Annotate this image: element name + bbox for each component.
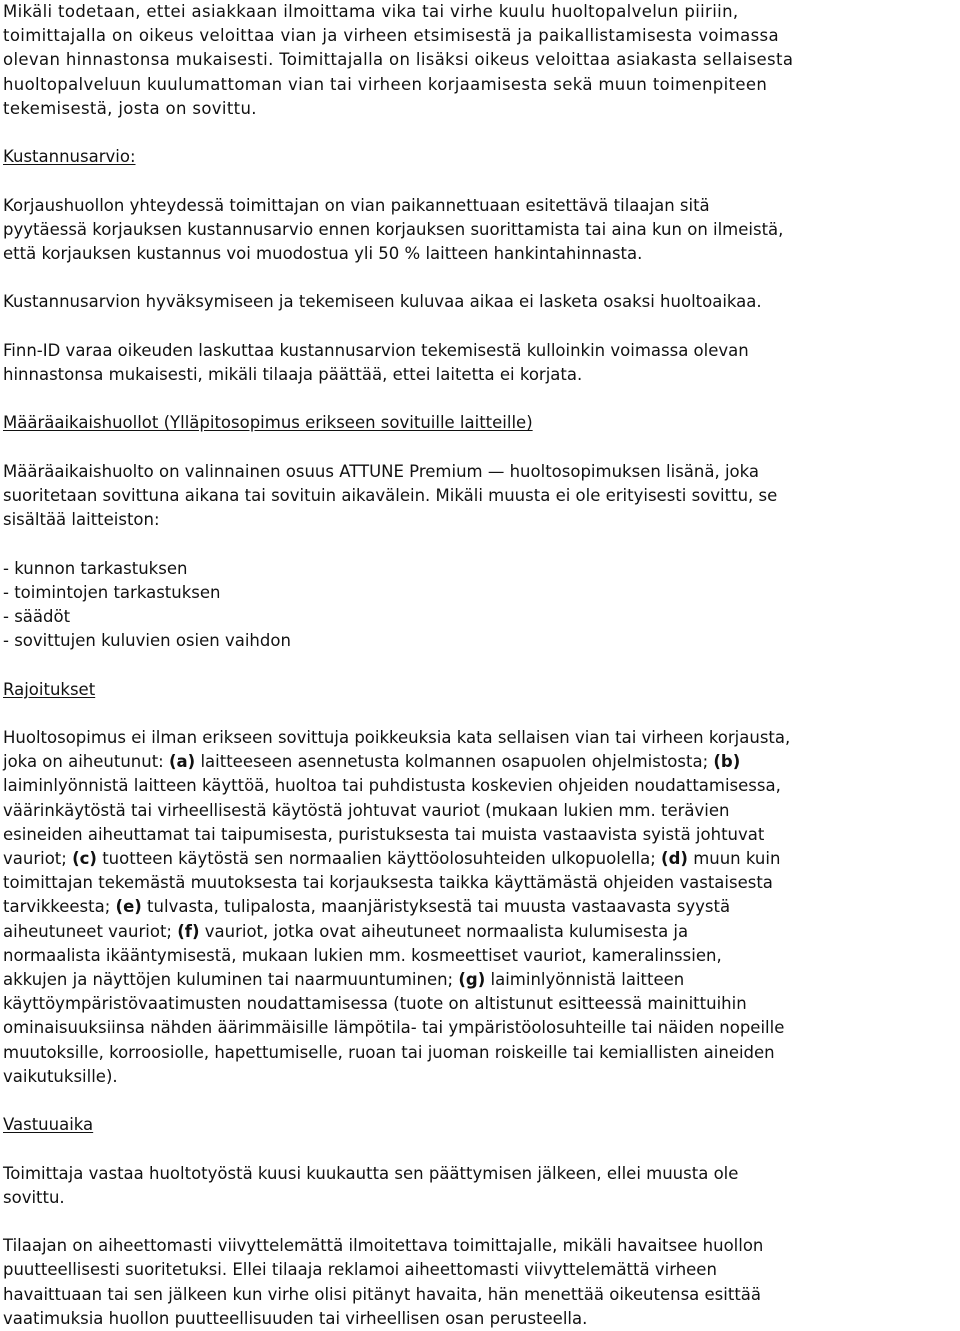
list-item: - säädöt [3,606,71,626]
text-segment: väärinkäytöstä tai virheellisestä käytöstä johtuvat vauriot (mukaan lukien mm. terävien [3,800,730,820]
text-segment: Huoltosopimus ei ilman erikseen sovittuja poikkeuksia kata sellaisen vian tai virheen korjausta, [3,727,791,747]
kustannusarvio-paragraph-3 [3,339,955,387]
section-heading-maaraaikaishuollot: Määräaikaishuollot (Ylläpitosopimus erikseen sovituille laitteille) [3,413,533,433]
text-segment: tulvasta, tulipalosta, maanjäristyksestä tai muusta vastaavasta syystä [141,897,731,917]
text-line: huoltopalveluun kuulumattoman vian tai virheen korjaamisesta sekä muun toimenpiteen [3,74,768,94]
text-segment: laitteeseen asennetusta kolmannen osapuolen ohjelmistosta; [195,752,714,772]
document-page [3,0,955,1331]
text-line [3,992,955,1016]
text-line [3,944,955,968]
text-segment: esineiden aiheuttamat tai taipumisesta, puristuksesta tai muista vastaavista syistä johtuvat [3,824,765,844]
text-line [3,1041,955,1065]
list-marker: (b) [713,752,741,772]
text-line: toimittajalla on oikeus veloittaa vian ja virheen etsimisestä ja paikallistamisesta voimassa [3,26,779,46]
text-line: sovittu. [3,1187,65,1207]
text-line [3,1016,955,1040]
text-segment: vauriot; [3,848,73,868]
text-line: että korjauksen kustannus voi muodostua yli 50 % laitteen hankintahinnasta. [3,244,643,263]
text-segment: laiminlyönnistä laitteen [485,969,685,989]
text-line: Korjaushuollon yhteydessä toimittajan on vian paikannettuaan esitettävä tilaajan sitä [3,195,710,215]
intro-paragraph [3,0,955,121]
text-line [3,823,955,847]
text-line: tekemisestä, josta on sovittu. [3,98,257,118]
text-line [3,1065,955,1089]
section-heading-rajoitukset: Rajoitukset [3,679,96,699]
text-line: pyytäessä korjauksen kustannusarvio ennen korjauksen suorittamista tai aina kun on ilmeistä, [3,219,784,239]
text-line: sisältää laitteiston: [3,510,160,530]
list-marker: (e) [115,897,142,917]
text-segment: muun kuin [687,848,781,868]
text-line [3,750,955,774]
text-line [3,799,955,823]
text-line: suoritetaan sovittuna aikana tai sovituin aikavälein. Mikäli muusta ei ole erityisesti sovittu, se [3,485,778,505]
text-segment: muutoksille, korroosiolle, hapettumiselle, ruoan tai juoman roiskeille tai kemiallisten aineiden [3,1042,775,1062]
text-segment: normaalista ikääntymisestä, mukaan lukien mm. kosmeettiset vauriot, kameralinssien, [3,945,722,965]
section-heading-kustannusarvio: Kustannusarvio: [3,147,136,167]
list-marker: (a) [168,752,196,772]
text-line [3,871,955,895]
text-line [3,968,955,992]
text-segment: tarvikkeesta; [3,897,116,917]
text-line: Mikäli todetaan, ettei asiakkaan ilmoittama vika tai virhe kuulu huoltopalvelun piiriin, [3,2,739,21]
list-marker: (d) [661,848,688,868]
text-line: Kustannusarvion hyväksymiseen ja tekemiseen kuluvaa aikaa ei lasketa osaksi huoltoaikaa. [3,292,762,312]
text-segment: toimittajan tekemästä muutoksesta tai korjauksesta taikka käyttämästä ohjeiden vastaisesta [3,873,773,893]
text-line: olevan hinnastonsa mukaisesti. Toimittajalla on lisäksi oikeus veloittaa asiakasta sellaisesta [3,50,794,70]
list-marker: (c) [72,848,97,868]
list-item: - sovittujen kuluvien osien vaihdon [3,631,291,651]
text-segment: vauriot, jotka ovat aiheutuneet normaalista kulumisesta ja [199,921,689,941]
list-marker: (g) [458,969,486,989]
text-segment: akkujen ja näyttöjen kuluminen tai naarmuuntuminen; [3,969,459,989]
text-line: Finn-ID varaa oikeuden laskuttaa kustannusarvion tekemisestä kulloinkin voimassa olevan [3,340,749,360]
vastuuaika-paragraph-2 [3,1234,955,1331]
text-line [3,774,955,798]
text-segment: laiminlyönnistä laitteen käyttöä, huoltoa tai puhdistusta koskevien ohjeiden noudattamisessa, [3,776,781,796]
text-line: havaittuaan tai sen jälkeen kun virhe olisi pitänyt havaita, hän menettää oikeutensa esittää [3,1284,762,1304]
list-item: - toimintojen tarkastuksen [3,582,221,602]
text-line: Toimittaja vastaa huoltotyöstä kuusi kuukautta sen päättymisen jälkeen, ellei muusta ole [3,1163,739,1183]
text-segment: vaikutuksille). [3,1066,118,1086]
maaraaikaishuollot-paragraph [3,460,955,533]
text-line: Tilaajan on aiheettomasti viivyttelemättä ilmoitettava toimittajalle, mikäli havaitsee huollon [3,1236,764,1256]
text-segment: tuotteen käytöstä sen normaalien käyttöolosuhteiden ulkopuolella; [96,848,662,868]
text-line [3,895,955,919]
text-segment: joka on aiheutunut: [3,752,169,772]
text-segment: ominaisuuksiinsa nähden äärimmäisille lämpötila- tai ympäristöolosuhteille tai näiden nopeille [3,1018,785,1038]
text-segment: aiheutuneet vauriot; [3,921,178,941]
vastuuaika-paragraph-1 [3,1162,955,1210]
text-line [3,920,955,944]
text-line [3,847,955,871]
text-line: Määräaikaishuolto on valinnainen osuus ATTUNE Premium — huoltosopimuksen lisänä, joka [3,461,760,481]
rajoitukset-paragraph [3,726,955,1089]
kustannusarvio-paragraph-2 [3,290,955,314]
text-line: vaatimuksia huollon puutteellisuuden tai virheellisen osan perusteella. [3,1308,588,1328]
text-segment: käyttöympäristövaatimusten noudattamisessa (tuote on altistunut esitteessä mainittuihin [3,994,747,1014]
text-line [3,726,955,750]
list-marker: (f) [177,921,200,941]
text-line: hinnastonsa mukaisesti, mikäli tilaaja päättää, ettei laitetta ei korjata. [3,364,583,384]
kustannusarvio-paragraph-1 [3,194,955,267]
text-line: puutteellisesti suoritetuksi. Ellei tilaaja reklamoi aiheettomasti viivyttelemättä virheen [3,1260,717,1280]
list-item: - kunnon tarkastuksen [3,558,188,578]
section-heading-vastuuaika: Vastuuaika [3,1115,94,1135]
maintenance-list [3,557,955,654]
